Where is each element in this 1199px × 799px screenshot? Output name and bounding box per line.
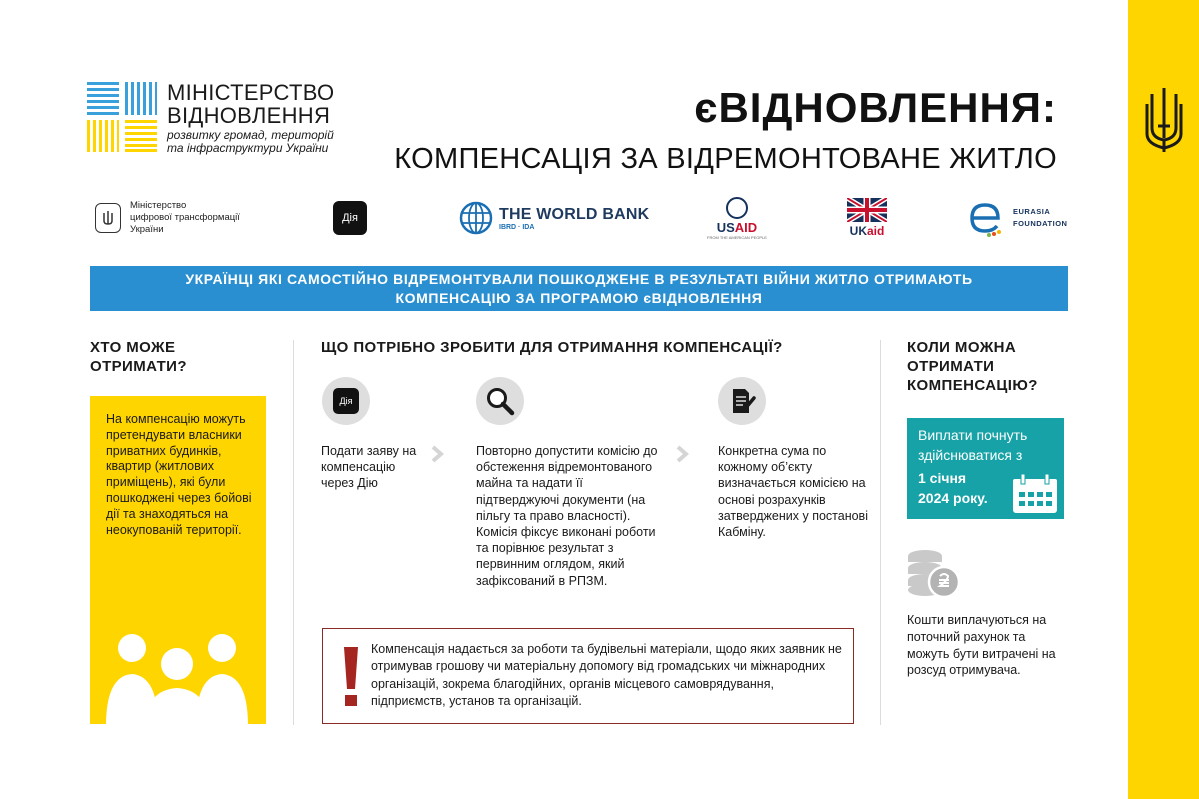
ministry-subtitle: розвитку громад, територій та інфраструктури України [167,128,334,155]
page-subtitle: КОМПЕНСАЦІЯ ЗА ВІДРЕМОНТОВАНЕ ЖИТЛО [394,143,1057,175]
partner-mdt [95,192,260,244]
payment-start-date: 1 січня 2024 року. [918,470,988,506]
notice-box [322,628,854,724]
eurasia-name: EURASIA FOUNDATION [1013,207,1068,228]
step-2-icon [476,377,524,425]
globe-icon [459,201,493,235]
coins-text: Кошти виплачуються на поточний рахунок та можуть бути витрачені на розсуд отримувача. [907,613,1056,678]
info-banner: УКРАЇНЦІ ЯКІ САМОСТІЙНО ВІДРЕМОНТУВАЛИ ПОШКОДЖЕНЕ В РЕЗУЛЬТАТІ ВІЙНИ ЖИТЛО ОТРИМАЮТЬ КОМПЕНСАЦІЮ ЗА ПРОГРАМОЮ єВІДНОВЛЕННЯ [90,266,1068,311]
step-1-text: Подати заяву на компенсацію через Дію [321,444,417,491]
mdt-name: Міністерство цифрової трансформації України [130,200,240,235]
diia-logo: Дія [333,201,367,235]
ministry-title: МІНІСТЕРСТВО ВІДНОВЛЕННЯ [167,80,335,128]
page-title: єВІДНОВЛЕННЯ: [694,84,1057,131]
payment-start-text: Виплати почнуть здійснюватися з [918,427,1028,463]
who-box [90,396,266,724]
people-icon [102,626,252,724]
partners-row [95,192,1075,244]
step-1-icon [322,377,370,425]
chevron-right-icon [430,445,444,463]
trident-icon [1144,84,1184,154]
ukaid-name: UKaid [849,224,885,238]
magnifier-icon [485,386,515,416]
document-edit-icon [727,386,757,416]
worldbank-name: THE WORLD BANK [499,205,650,223]
step-3-icon [718,377,766,425]
chevron-right-icon [675,445,689,463]
ministry-mark-icon [87,82,157,152]
step-3-text: Конкретна сума по кожному об’єкту визначається комісією на основі розрахунків затверджених у постанові Кабміну. [718,444,868,540]
coins-icon [905,546,961,602]
partner-usaid [707,192,767,244]
who-heading: ХТО МОЖЕ ОТРИМАТИ? [90,339,187,375]
worldbank-sub: IBRD · IDA [499,223,535,231]
column-divider [880,340,881,725]
what-heading: ЩО ПОТРІБНО ЗРОБИТИ ДЛЯ ОТРИМАННЯ КОМПЕНСАЦІЇ? [321,339,783,356]
diia-icon: Дія [333,388,359,414]
partner-diia [333,192,367,244]
calendar-icon [1011,473,1059,515]
partner-eurasia [965,192,1067,244]
eurasia-logo-icon [965,198,1005,238]
payment-start-box [907,418,1064,519]
partner-ukaid [847,192,887,244]
who-text: На компенсацію можуть претендувати власники приватних будинків, квартир (житлових приміщень), які були пошкоджені через бойові дії та знаходяться на неокупованій території. [106,412,252,537]
exclamation-icon [341,645,361,707]
mdt-trident-icon [95,203,121,233]
column-divider [293,340,294,725]
notice-text: Компенсація надається за роботи та будівельні матеріали, щодо яких заявник не отримував грошову чи матеріальну допомогу від громадських чи міжнародних організацій, зокрема благодійних, органів місцевого самоврядування, підприємств, установ та організацій. [371,642,842,709]
step-2-text: Повторно допустити комісію до обстеження відремонтованого майна та надати її підтверджуючі документи (на пільгу та право власності). Комісія фіксує виконані роботи та порівнює результат з первинним оглядом, який зафіксований в РПЗМ. [476,444,658,588]
usaid-name: USAID [716,219,758,235]
usaid-seal-icon [726,197,748,219]
union-jack-icon [847,198,887,222]
when-heading: КОЛИ МОЖНА ОТРИМАТИ КОМПЕНСАЦІЮ? [907,339,1038,394]
partner-worldbank [459,192,649,244]
usaid-tagline: FROM THE AMERICAN PEOPLE [707,234,767,240]
ministry-logo [87,82,347,156]
